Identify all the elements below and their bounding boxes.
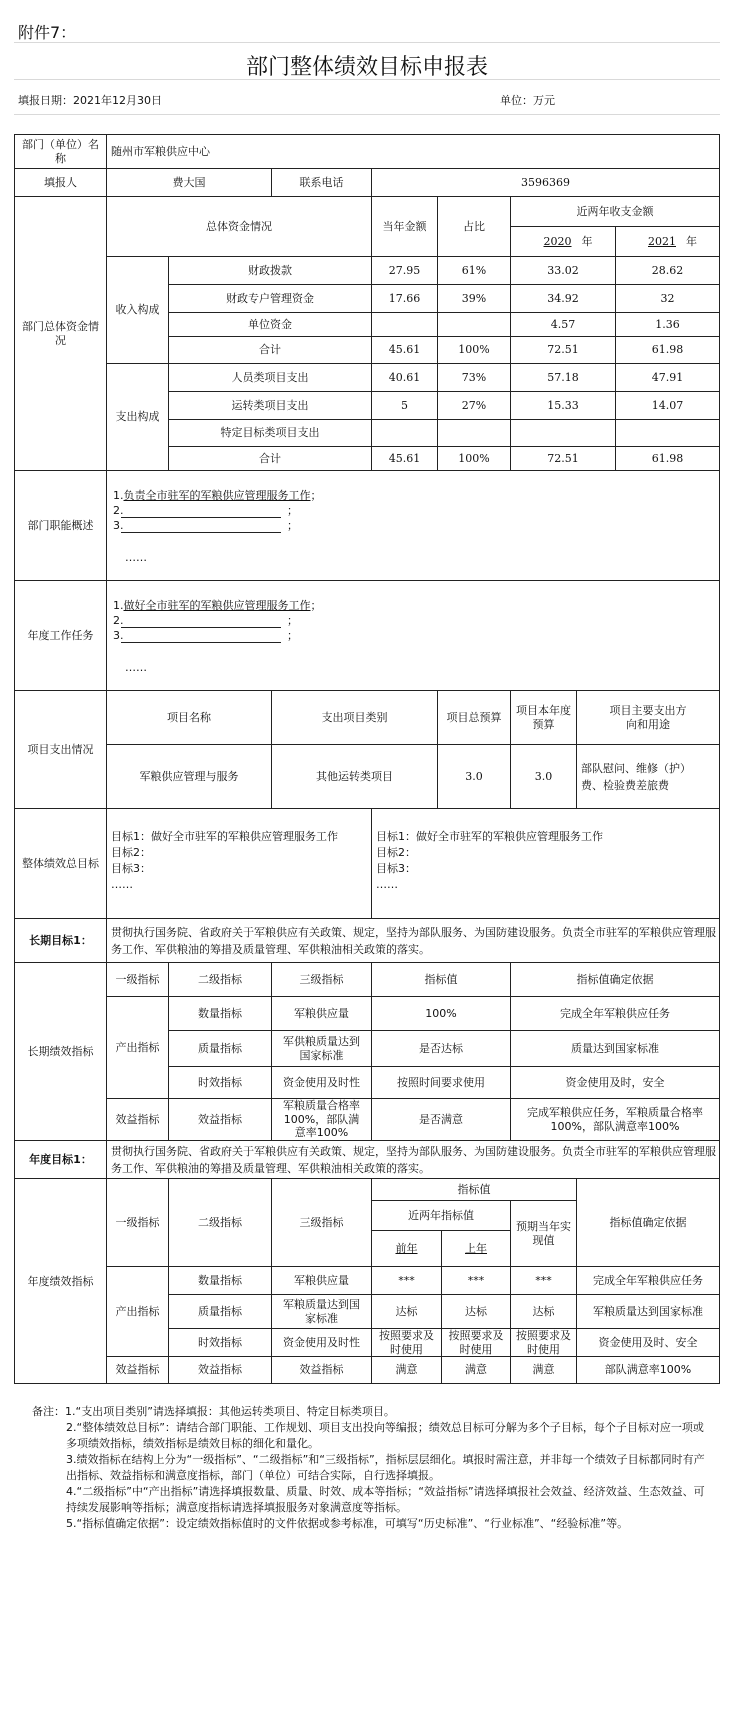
long-h2: 二级指标	[168, 962, 271, 996]
year-prev-value: 满意	[371, 1356, 441, 1384]
duty-item-1-no: 1.	[113, 489, 124, 502]
fund-ratio: 100%	[437, 336, 510, 363]
funds-header-overall: 总体资金情况	[106, 196, 371, 256]
year-prev-value: 达标	[371, 1294, 441, 1328]
fund-2020-amount	[510, 419, 615, 446]
fund-2021-amount: 61.98	[615, 336, 720, 363]
fund-item-name: 特定目标类项目支出	[168, 419, 371, 446]
page-title: 部门整体绩效目标申报表	[245, 55, 488, 80]
fund-ratio: 100%	[437, 446, 510, 470]
long-level3: 资金使用及时性	[271, 1066, 371, 1098]
year-basis: 完成全年军粮供应任务	[576, 1266, 720, 1294]
task-semicolon: ；	[287, 629, 298, 642]
year-expected-value: 达标	[510, 1294, 576, 1328]
long-value: 是否达标	[371, 1030, 510, 1066]
unit-label: 单位：万元	[500, 94, 555, 107]
year-ind-label: 年度绩效指标	[14, 1178, 106, 1384]
table-bottom-border	[14, 1383, 106, 1384]
year-basis: 军粮质量达到国家标准	[576, 1294, 720, 1328]
task-content	[106, 580, 720, 690]
task-item-3-no: 3.	[113, 629, 124, 642]
blank-line	[121, 517, 281, 518]
long-h3: 三级指标	[271, 962, 371, 996]
fund-current-amount: 45.61	[371, 336, 437, 363]
fund-2021-amount: 47.91	[615, 363, 720, 391]
long-level3: 军粮质量合格率100%，部队满意率100%	[271, 1098, 371, 1140]
year-expected-value: 满意	[510, 1356, 576, 1384]
year-level3: 军粮供应量	[271, 1266, 371, 1294]
goals-right	[371, 808, 720, 918]
duty-semicolon: ；	[287, 504, 298, 517]
task-semicolon: ；	[287, 614, 298, 627]
task-ellipsis: ……	[125, 661, 147, 674]
long-value: 是否满意	[371, 1098, 510, 1140]
fund-item-name: 运转类项目支出	[168, 391, 371, 419]
phone-number: 3596369	[371, 168, 720, 196]
year-2021-header	[615, 226, 720, 256]
year-basis: 资金使用及时、安全	[576, 1328, 720, 1356]
fund-ratio: 61%	[437, 256, 510, 284]
project-total: 3.0	[437, 744, 510, 808]
goal-2: 目标2：	[111, 846, 151, 859]
project-h-type: 支出项目类别	[271, 690, 437, 744]
long-basis: 完成全年军粮供应任务	[510, 996, 720, 1030]
goal-1: 目标1：做好全市驻军的军粮供应管理服务工作	[376, 830, 603, 843]
project-label: 项目支出情况	[14, 690, 106, 808]
long-level2: 时效指标	[168, 1066, 271, 1098]
fund-current-amount: 45.61	[371, 446, 437, 470]
fund-2020-amount: 33.02	[510, 256, 615, 284]
task-item-2-no: 2.	[113, 614, 124, 627]
divider	[14, 114, 720, 115]
project-h-year: 项目本年度预算	[510, 690, 576, 744]
fund-ratio: 27%	[437, 391, 510, 419]
long-basis: 质量达到国家标准	[510, 1030, 720, 1066]
project-h-use: 项目主要支出方向和用途	[576, 690, 720, 744]
duty-semicolon: ；	[310, 489, 322, 502]
blank-line	[121, 532, 281, 533]
year-2020-header	[510, 226, 615, 256]
attachment-label: 附件7：	[18, 23, 77, 42]
year-level3: 效益指标	[271, 1356, 371, 1384]
year-level2: 质量指标	[168, 1294, 271, 1328]
long-h4: 指标值	[371, 962, 510, 996]
filler-name: 费大国	[106, 168, 271, 196]
fund-item-name: 人员类项目支出	[168, 363, 371, 391]
fund-2021-amount	[615, 419, 720, 446]
fund-current-amount: 27.95	[371, 256, 437, 284]
duty-semicolon: ；	[287, 519, 298, 532]
divider	[14, 42, 720, 43]
income-label: 收入构成	[106, 256, 168, 363]
fund-current-amount	[371, 419, 437, 446]
goal-3: 目标3：	[111, 862, 151, 875]
year-2020: 2020	[543, 234, 572, 248]
fund-2020-amount: 72.51	[510, 336, 615, 363]
long-output-label: 产出指标	[106, 996, 168, 1098]
notes	[32, 1404, 712, 1532]
year-goal-label: 年度目标1：	[14, 1140, 106, 1178]
year-prev-value: 按照要求及时使用	[371, 1328, 441, 1356]
year-basis: 部队满意率100%	[576, 1356, 720, 1384]
dept-label: 部门（单位）名称	[14, 134, 106, 168]
task-item-1-no: 1.	[113, 599, 124, 612]
goal-2: 目标2：	[376, 846, 416, 859]
task-label: 年度工作任务	[14, 580, 106, 690]
task-semicolon: ；	[310, 599, 322, 612]
year-h-val: 指标值	[371, 1178, 576, 1200]
fund-item-name: 财政拨款	[168, 256, 371, 284]
goal-3: 目标3：	[376, 862, 416, 875]
fund-item-name: 合计	[168, 336, 371, 363]
filler-label: 填报人	[14, 168, 106, 196]
year-last-value: 按照要求及时使用	[441, 1328, 510, 1356]
year-h2: 二级指标	[168, 1178, 271, 1266]
year-h-recent: 近两年指标值	[371, 1200, 510, 1230]
project-type: 其他运转类项目	[271, 744, 437, 808]
fund-2021-amount: 14.07	[615, 391, 720, 419]
fund-2021-amount: 1.36	[615, 312, 720, 336]
fund-current-amount: 40.61	[371, 363, 437, 391]
long-benefit-label: 效益指标	[106, 1098, 168, 1140]
year-goal-text: 贯彻执行国务院、省政府关于军粮供应有关政策、规定，坚持为部队服务、为国防建设服务。负责全市驻军的军粮供应管理服务工作、军供粮油的筹措及质量管理、军供粮油相关政策的落实。	[106, 1140, 720, 1178]
long-basis: 资金使用及时，安全	[510, 1066, 720, 1098]
duty-item-3-no: 3.	[113, 519, 124, 532]
long-level2: 质量指标	[168, 1030, 271, 1066]
year-suffix: 年	[686, 234, 697, 248]
funds-header-current: 当年金额	[371, 196, 437, 256]
fund-2020-amount: 57.18	[510, 363, 615, 391]
year-h1: 一级指标	[106, 1178, 168, 1266]
note-2: 2.“整体绩效总目标”：请结合部门职能、工作规划、项目支出投向等编报；绩效总目标可分解为多个子目标，每个子目标对应一项或多项绩效指标，绩效指标是绩效目标的细化和量化。	[66, 1421, 704, 1450]
long-level3: 军粮供应量	[271, 996, 371, 1030]
fund-ratio: 73%	[437, 363, 510, 391]
duty-label: 部门职能概述	[14, 470, 106, 580]
goal-ellipsis: ……	[111, 878, 133, 891]
year-2021: 2021	[648, 234, 676, 248]
fund-ratio: 39%	[437, 284, 510, 312]
year-level2: 时效指标	[168, 1328, 271, 1356]
long-level2: 效益指标	[168, 1098, 271, 1140]
project-name: 军粮供应管理与服务	[106, 744, 271, 808]
note-4: 4.“二级指标”中“产出指标”请选择填报数量、质量、时效、成本等指标；“效益指标”请选择填报社会效益、经济效益、生态效益、可持续发展影响等指标；满意度指标请选择填报服务对象满意度等指标。	[66, 1485, 705, 1514]
fund-current-amount: 17.66	[371, 284, 437, 312]
fund-2020-amount: 72.51	[510, 446, 615, 470]
fund-2020-amount: 4.57	[510, 312, 615, 336]
year-h-last	[441, 1230, 510, 1266]
year-h-basis: 指标值确定依据	[576, 1178, 720, 1266]
blank-line	[121, 642, 281, 643]
long-goal-label: 长期目标1：	[14, 918, 106, 962]
fund-ratio	[437, 312, 510, 336]
fund-item-name: 财政专户管理资金	[168, 284, 371, 312]
year-last-value: 满意	[441, 1356, 510, 1384]
long-goal-text: 贯彻执行国务院、省政府关于军粮供应有关政策、规定，坚持为部队服务、为国防建设服务。负责全市驻军的军粮供应管理服务工作、军供粮油的筹措及质量管理、军供粮油相关政策的落实。	[106, 918, 720, 962]
long-ind-label: 长期绩效指标	[14, 962, 106, 1140]
long-value: 100%	[371, 996, 510, 1030]
fund-item-name: 合计	[168, 446, 371, 470]
year-prev-value: ***	[371, 1266, 441, 1294]
year-last-value: ***	[441, 1266, 510, 1294]
long-level3: 军供粮质量达到国家标准	[271, 1030, 371, 1066]
year-suffix: 年	[581, 234, 593, 248]
funds-label: 部门总体资金情况	[14, 196, 106, 470]
long-basis: 完成军粮供应任务，军粮质量合格率100%，部队满意率100%	[510, 1098, 720, 1140]
fund-2021-amount: 28.62	[615, 256, 720, 284]
project-h-total: 项目总预算	[437, 690, 510, 744]
funds-header-recent: 近两年收支金额	[510, 196, 720, 226]
year-h-last-text: 上年	[465, 1241, 487, 1255]
funds-header-ratio: 占比	[437, 196, 510, 256]
dept-name: 随州市军粮供应中心	[106, 134, 720, 168]
year-level2: 效益指标	[168, 1356, 271, 1384]
year-level2: 数量指标	[168, 1266, 271, 1294]
phone-label: 联系电话	[271, 168, 371, 196]
year-level3: 军粮质量达到国家标准	[271, 1294, 371, 1328]
long-h1: 一级指标	[106, 962, 168, 996]
form-sheet	[14, 14, 720, 1530]
fund-2020-amount: 34.92	[510, 284, 615, 312]
goal-ellipsis: ……	[376, 878, 398, 891]
year-h3: 三级指标	[271, 1178, 371, 1266]
duty-item-1: 负责全市驻军的军粮供应管理服务工作	[123, 489, 311, 502]
year-h-prev	[371, 1230, 441, 1266]
fill-date: 填报日期：2021年12月30日	[18, 94, 162, 107]
year-h-prev-text: 前年	[395, 1241, 418, 1255]
year-h-expect: 预期当年实现值	[510, 1200, 576, 1266]
fund-2020-amount: 15.33	[510, 391, 615, 419]
goals-left	[106, 808, 371, 918]
goals-label: 整体绩效总目标	[14, 808, 106, 918]
fund-item-name: 单位资金	[168, 312, 371, 336]
expense-label: 支出构成	[106, 363, 168, 470]
project-use: 部队慰问、维修（护）费、检验费差旅费	[576, 744, 720, 808]
fund-current-amount	[371, 312, 437, 336]
project-h-name: 项目名称	[106, 690, 271, 744]
note-5: 5.“指标值确定依据”：设定绩效指标值时的文件依据或参考标准，可填写“历史标准”、“行业标准”、“经验标准”等。	[66, 1517, 629, 1530]
year-expected-value: 按照要求及时使用	[510, 1328, 576, 1356]
year-output-label: 产出指标	[106, 1266, 168, 1356]
duty-item-2-no: 2.	[113, 504, 124, 517]
note-3: 3.绩效指标在结构上分为“一级指标”、“二级指标”和“三级指标”，指标层层细化。填报时需注意，并非每一个绩效子目标都同时有产出指标、效益指标和满意度指标，部门（单位）可结合实际，自行选择填报。	[66, 1453, 705, 1482]
fund-2021-amount: 32	[615, 284, 720, 312]
goal-1: 目标1：做好全市驻军的军粮供应管理服务工作	[111, 830, 338, 843]
year-benefit-label: 效益指标	[106, 1356, 168, 1384]
project-year: 3.0	[510, 744, 576, 808]
year-level3: 资金使用及时性	[271, 1328, 371, 1356]
blank-line	[121, 627, 281, 628]
fund-ratio	[437, 419, 510, 446]
duty-content	[106, 470, 720, 580]
note-1: 备注：1.“支出项目类别”请选择填报：其他运转类项目、特定目标类项目。	[32, 1405, 395, 1418]
long-value: 按照时间要求使用	[371, 1066, 510, 1098]
task-item-1: 做好全市驻军的军粮供应管理服务工作	[123, 599, 311, 612]
year-expected-value: ***	[510, 1266, 576, 1294]
duty-ellipsis: ……	[125, 551, 147, 564]
long-level2: 数量指标	[168, 996, 271, 1030]
fund-2021-amount: 61.98	[615, 446, 720, 470]
year-last-value: 达标	[441, 1294, 510, 1328]
fund-current-amount: 5	[371, 391, 437, 419]
long-h5: 指标值确定依据	[510, 962, 720, 996]
